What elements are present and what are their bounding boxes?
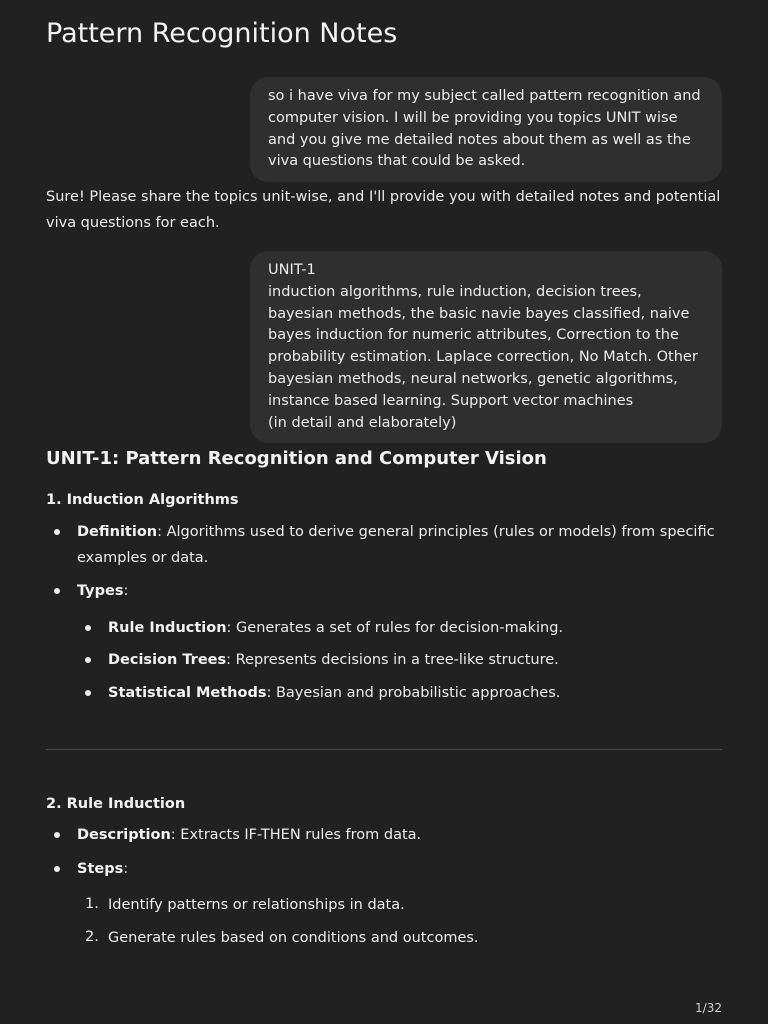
list-item: [77, 822, 421, 848]
bullet-icon: [54, 588, 60, 594]
message-line: bayesian methods, neural networks, genetic algorithms,: [268, 370, 678, 387]
item-text: : Represents decisions in a tree-like structure.: [226, 652, 559, 668]
message-line: induction algorithms, rule induction, decision trees,: [268, 283, 642, 300]
list-item: [108, 647, 559, 673]
bullet-icon: [54, 529, 60, 535]
message-line: UNIT-1: [268, 262, 316, 278]
message-line: and you give me detailed notes about them as well as the: [268, 131, 691, 148]
message-line: instance based learning. Support vector machines: [268, 392, 634, 409]
page-indicator: 1/32: [695, 1001, 722, 1015]
item-label: Rule Induction: [108, 620, 227, 636]
step-number: 1.: [85, 896, 99, 912]
item-text: : Generates a set of rules for decision-making.: [226, 620, 564, 636]
list-item: [108, 680, 560, 706]
message-line: bayes induction for numeric attributes, Correction to the: [268, 327, 679, 344]
message-line: computer vision. I will be providing you topics UNIT wise: [268, 109, 678, 126]
item-text: :: [123, 861, 129, 877]
bullet-icon: [85, 625, 91, 631]
message-line: (in detail and elaborately): [268, 414, 457, 431]
item-label: Decision Trees: [108, 652, 227, 668]
user-message-bubble: [250, 251, 722, 443]
user-message-bubble: [250, 77, 722, 182]
section-title: 2. Rule Induction: [46, 796, 186, 812]
list-item: [77, 519, 727, 571]
step-number: 2.: [85, 929, 99, 945]
message-line: so i have viva for my subject called pattern recognition and: [268, 88, 701, 104]
item-text: :: [123, 583, 129, 599]
item-text: : Bayesian and probabilistic approaches.: [266, 685, 561, 701]
item-label: Description: [77, 827, 171, 843]
section-title: 1. Induction Algorithms: [46, 492, 239, 508]
bullet-icon: [54, 832, 60, 838]
message-line: probability estimation. Laplace correction, No Match. Other: [268, 349, 698, 366]
assistant-message: Sure! Please share the topics unit-wise, and I'll provide you with detailed notes and potential viva questions for each.: [46, 189, 721, 231]
list-item: [77, 578, 128, 604]
list-item: [108, 615, 563, 641]
divider: [46, 749, 722, 750]
message-line: bayesian methods, the basic navie bayes classified, naive: [268, 305, 690, 322]
bullet-icon: [54, 866, 60, 872]
item-label: Steps: [77, 861, 124, 877]
notes-heading: UNIT-1: Pattern Recognition and Computer Vision: [46, 448, 547, 469]
list-item: [77, 856, 128, 882]
item-text: : Extracts IF-THEN rules from data.: [170, 827, 422, 843]
item-label: Definition: [77, 524, 158, 540]
item-label: Types: [77, 583, 124, 599]
numbered-item: Identify patterns or relationships in data.: [108, 897, 405, 913]
item-text: : Algorithms used to derive general principles (rules or models) from specific examples or data.: [77, 524, 715, 566]
item-label: Statistical Methods: [108, 685, 267, 701]
bullet-icon: [85, 657, 91, 663]
message-line: viva questions that could be asked.: [268, 153, 526, 170]
numbered-item: Generate rules based on conditions and outcomes.: [108, 930, 479, 946]
bullet-icon: [85, 690, 91, 696]
page-title: Pattern Recognition Notes: [46, 18, 398, 49]
